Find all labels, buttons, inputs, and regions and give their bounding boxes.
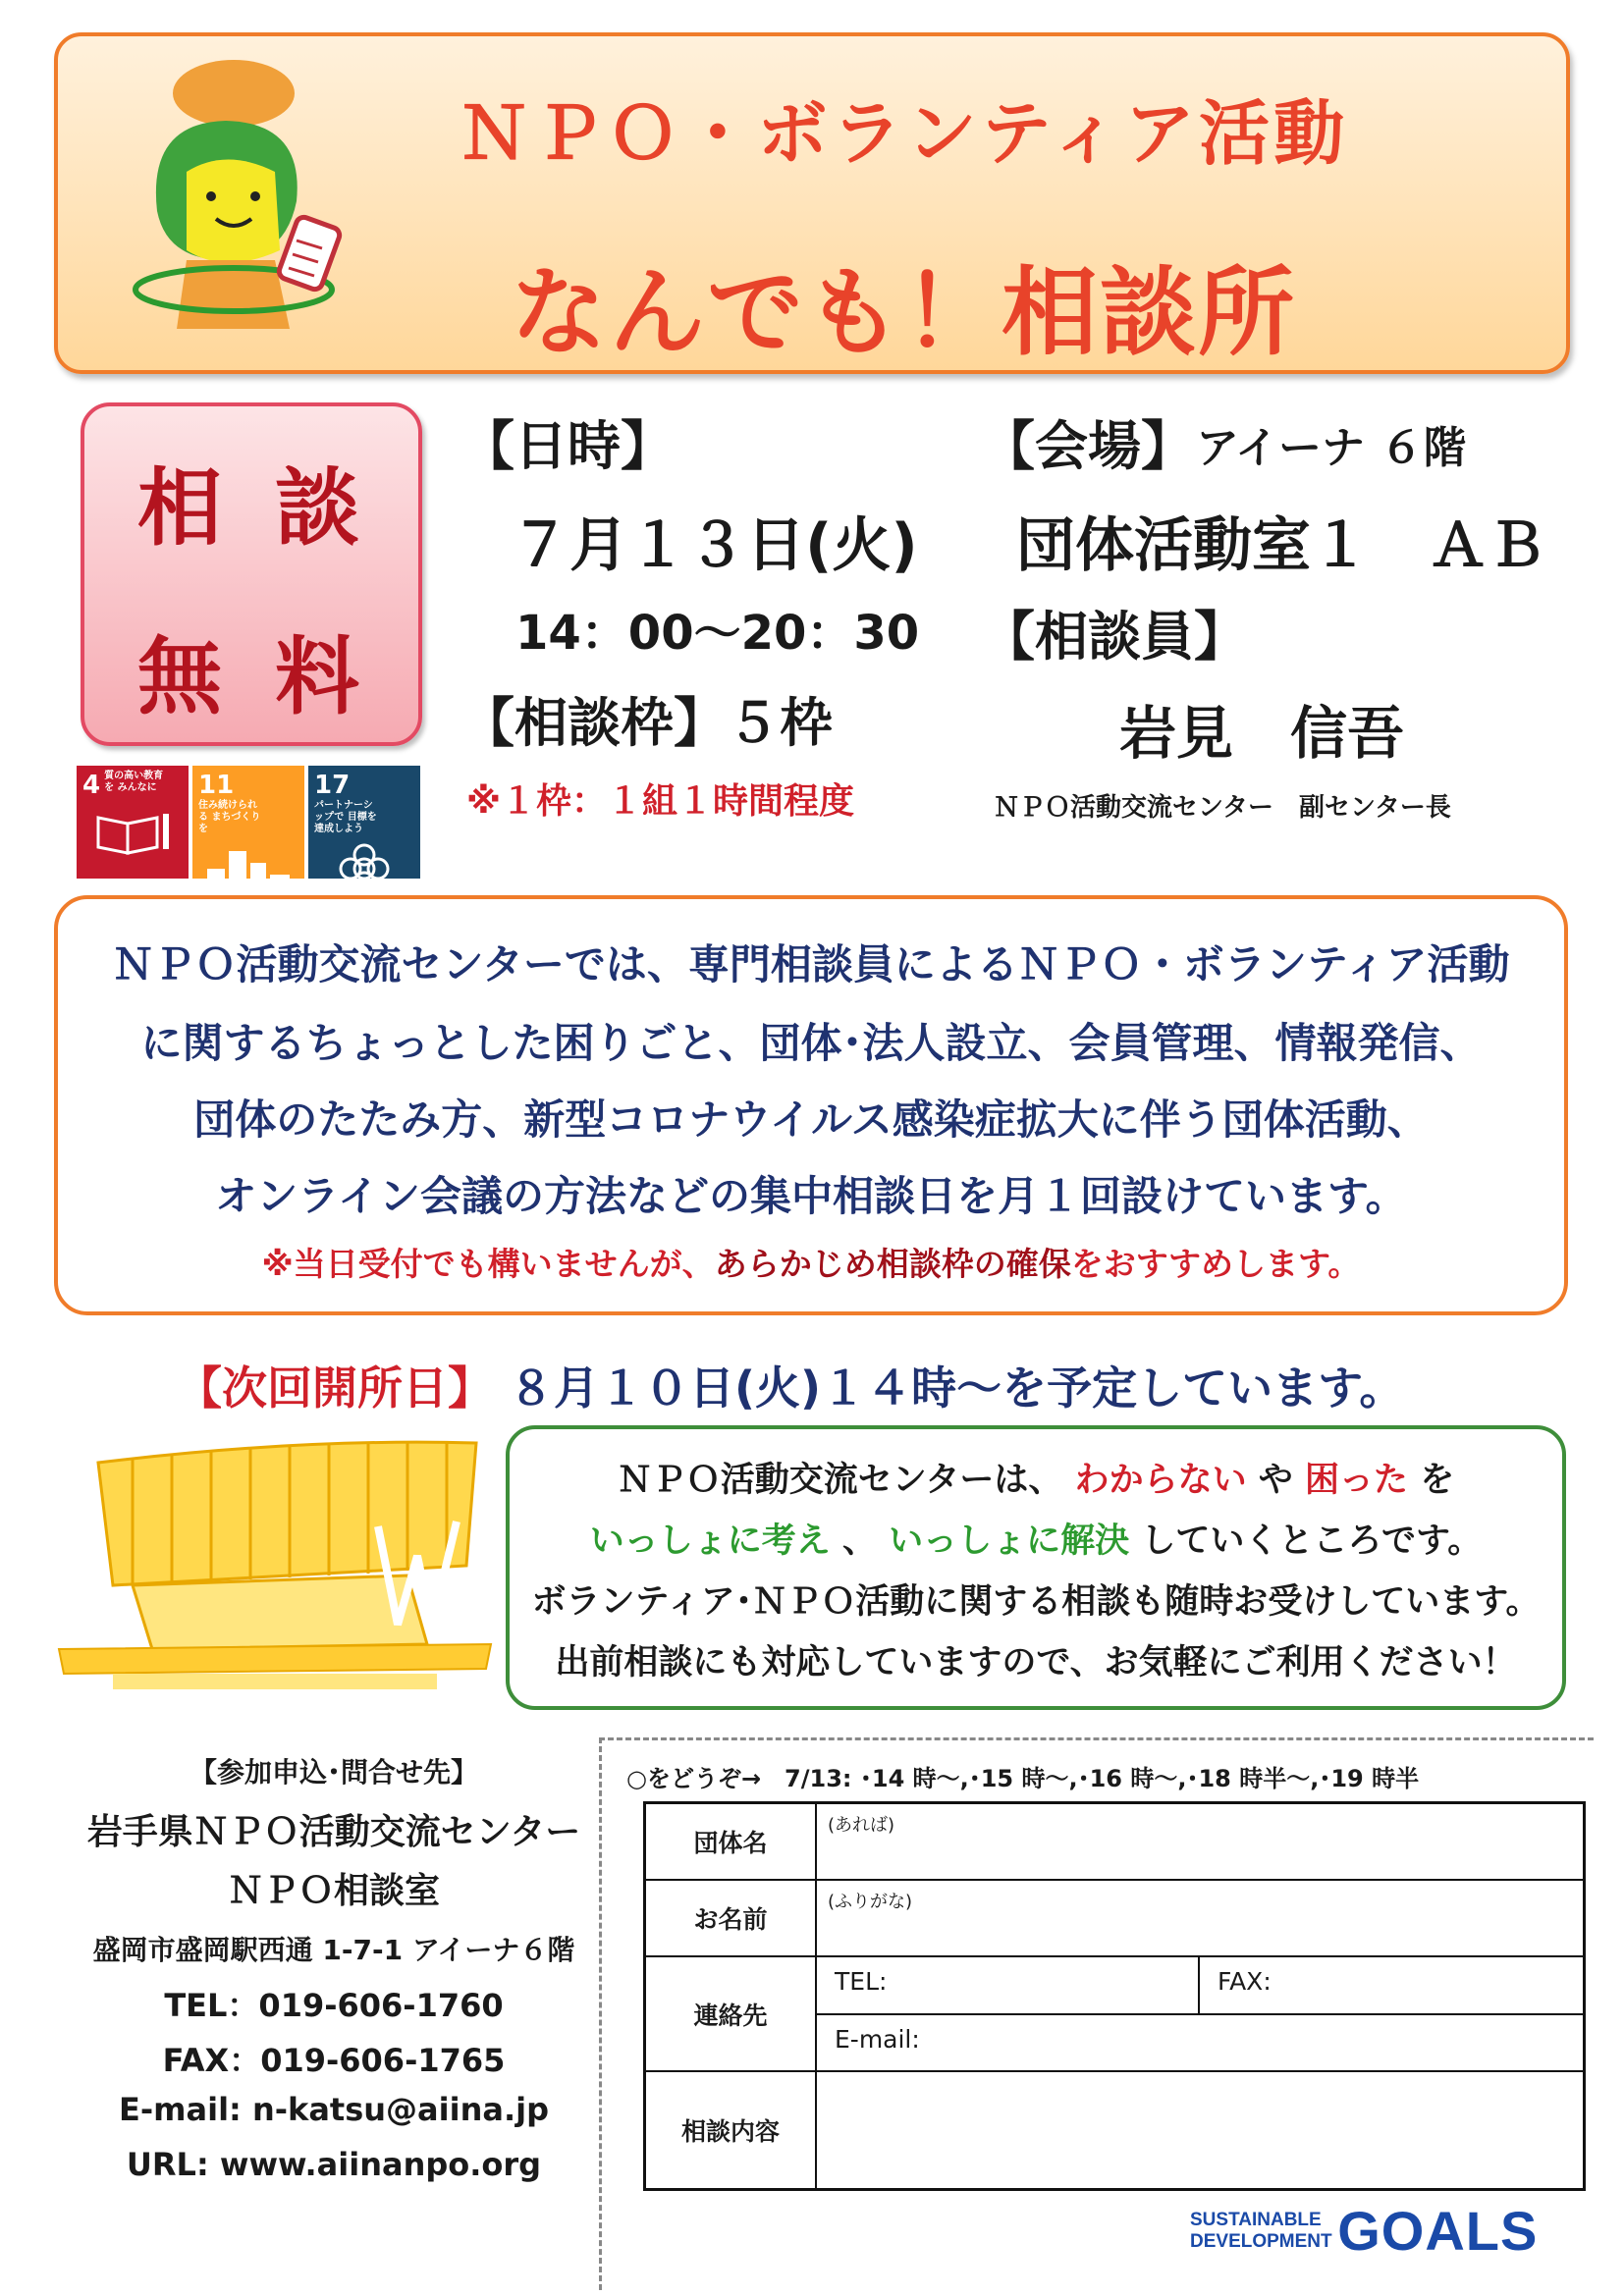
counselor-name: 岩見 信吾 (1119, 700, 1405, 767)
badge-char-3: 無 (137, 628, 222, 726)
fax-field[interactable]: FAX: (1199, 1956, 1585, 2013)
city-buildings-icon (199, 839, 298, 896)
center-message-line-3: ボランティア･ＮＰＯ活動に関する相談も随時お受けしています。 (531, 1582, 1541, 1622)
center-message-line-4: 出前相談にも対応していますので、お気軽にご利用ください！ (555, 1643, 1517, 1682)
sdgs-goals-logo (1190, 2199, 1538, 2263)
book-pencil-icon (88, 808, 177, 857)
aiina-building-illustration (54, 1428, 496, 1693)
group-name-hint: (あれば) (828, 1815, 895, 1836)
contact-url[interactable]: URL: www.aiinanpo.org (126, 2146, 542, 2183)
badge-char-4: 料 (275, 628, 359, 726)
form-instruction: ○をどうぞ→ 7/13: ･14 時～,･15 時～,･16 時～,･18 時半～,･19 時半 (626, 1765, 1420, 1792)
badge-char-2: 談 (275, 459, 359, 558)
flower-ring-icon (335, 839, 394, 898)
name-field[interactable] (816, 1880, 1585, 1956)
sdg-tile-17: 17パートナーシップで 目標を達成しよう (308, 766, 420, 879)
contact-dept: ＮＰＯ相談室 (227, 1871, 440, 1911)
venue-heading: 【会場】 (982, 415, 1194, 477)
counselor-heading: 【相談員】 (982, 606, 1247, 667)
consult-content-field[interactable] (816, 2071, 1585, 2190)
group-name-label: 団体名 (645, 1803, 817, 1880)
description-line-3: 団体のたたみ方、新型コロナウイルス感染症拡大に伴う団体活動、 (193, 1095, 1429, 1144)
sdg-tile-4: 4 質の高い教育を みんなに (77, 766, 189, 879)
next-open-label: 【次回開所日】 (177, 1362, 493, 1415)
venue-building: アイーナ ６階 (1196, 423, 1467, 473)
tel-field[interactable]: TEL: (816, 1956, 1199, 2013)
email-field[interactable]: E-mail: (816, 2014, 1585, 2071)
goals-logo-word: GOALS (1337, 2200, 1539, 2262)
group-name-field[interactable] (816, 1803, 1585, 1880)
next-open-text: ８月１０日(火)１４時～を予定しています。 (509, 1362, 1405, 1415)
venue-room: 団体活動室１ ＡＢ (1016, 511, 1546, 580)
contact-fax: FAX：019-606-1765 (162, 2042, 506, 2079)
consult-content-label: 相談内容 (645, 2071, 817, 2190)
counselor-title: ＮＰＯ活動交流センター 副センター長 (994, 793, 1451, 823)
goals-logo-line-2: DEVELOPMENT (1190, 2230, 1332, 2252)
title-line-2: なんでも！相談所 (510, 257, 1296, 369)
slots-note: ※１枠：１組１時間程度 (466, 781, 854, 822)
application-form (643, 1801, 1586, 2191)
name-label: お名前 (645, 1880, 817, 1956)
goals-logo-line-1: SUSTAINABLE (1190, 2209, 1322, 2230)
contact-org: 岩手県ＮＰＯ活動交流センター (86, 1812, 581, 1852)
contact-email[interactable]: E-mail: n-katsu@aiina.jp (119, 2091, 549, 2128)
center-message-line-1: ＮＰＯ活動交流センターは、 わからない や 困った を (617, 1461, 1455, 1500)
description-line-1: ＮＰＯ活動交流センターでは、専門相談員によるＮＰＯ・ボランティア活動 (112, 940, 1510, 988)
description-note: ※当日受付でも構いませんが、あらかじめ相談枠の確保をおすすめします。 (261, 1245, 1361, 1283)
center-message-line-2: いっしょに考え 、 いっしょに解決 していくところです。 (589, 1522, 1483, 1561)
datetime-heading: 【日時】 (461, 415, 674, 477)
sdg-tile-11: 11住み続けられる まちづくりを (192, 766, 304, 879)
description-line-2: に関するちょっとした困りごと、団体･法人設立、会員管理、情報発信、 (140, 1019, 1482, 1067)
event-time: 14：00～20：30 (515, 606, 920, 661)
contact-tel: TEL：019-606-1760 (164, 1987, 504, 2024)
event-date: ７月１３日(火) (511, 511, 918, 580)
contact-label: 連絡先 (645, 1956, 817, 2071)
description-line-4: オンライン会議の方法などの集中相談日を月１回設けています。 (215, 1172, 1407, 1220)
badge-char-1: 相 (137, 459, 222, 558)
name-hint: (ふりがな) (828, 1891, 913, 1912)
contact-address: 盛岡市盛岡駅西通 1-7-1 アイーナ６階 (92, 1934, 575, 1966)
title-line-1: ＮＰＯ・ボランティア活動 (458, 92, 1349, 175)
contact-heading: 【参加申込･問合せ先】 (189, 1756, 478, 1789)
slots-heading: 【相談枠】５枠 (461, 692, 833, 754)
free-consultation-badge (81, 402, 422, 746)
next-open-date (177, 1353, 1404, 1417)
